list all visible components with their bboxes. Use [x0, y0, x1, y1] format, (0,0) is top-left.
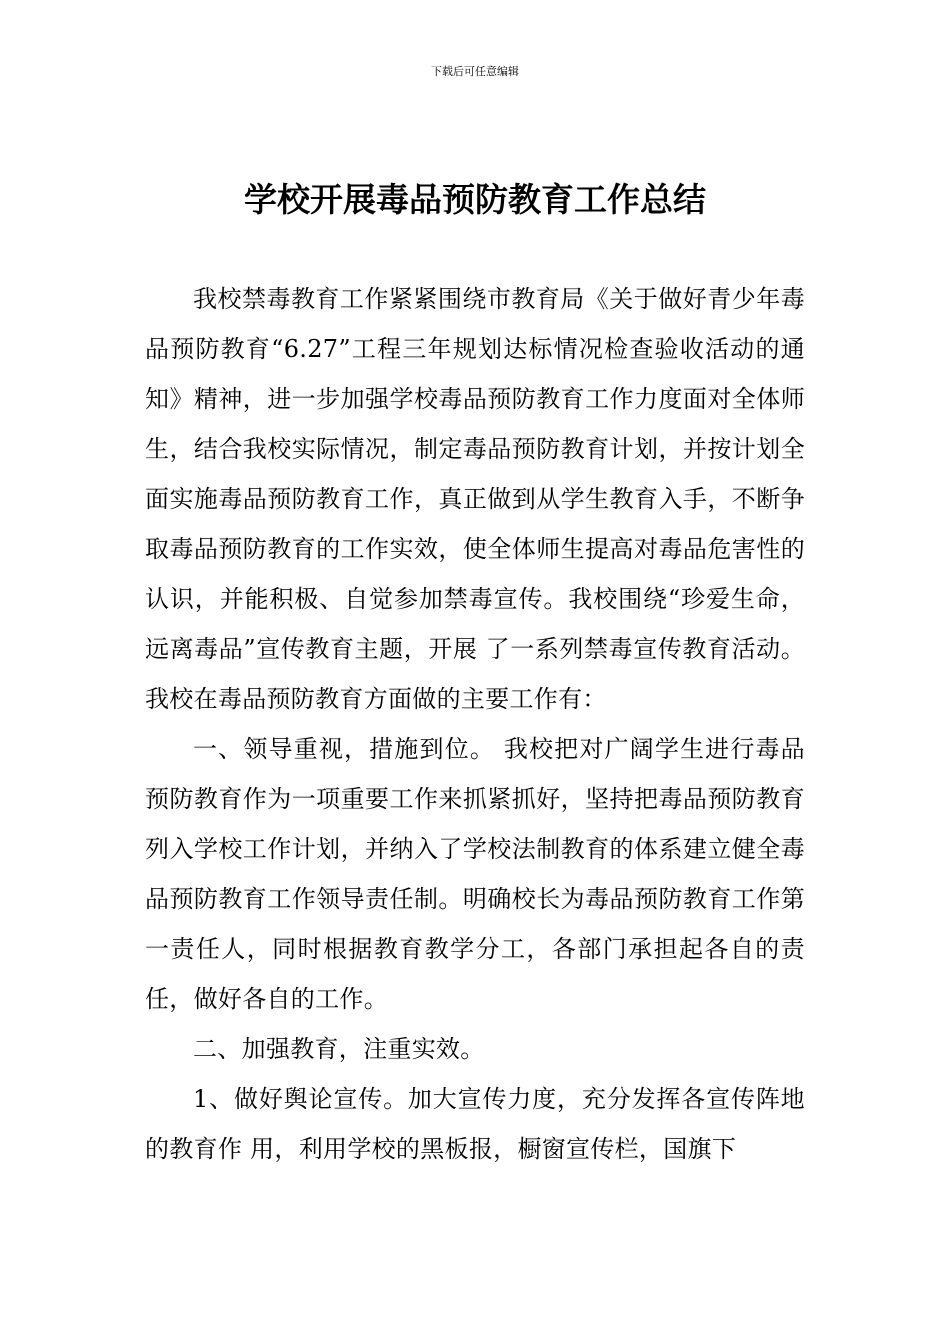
paragraph-intro: 我校禁毒教育工作紧紧围绕市教育局《关于做好青少年毒品预防教育“6.27”工程三年规划达标情况检查验收活动的通知》精神，进一步加强学校毒品预防教育工作力度面对全体师生，结合我校实际情况，制定毒品预防教育计划，并按计划全面实施毒品预防教育工作，真正做到从学生教育入手，不断争取毒品预防教育的工作实效，使全体师生提高对毒品危害性的认识，并能积极、自觉参加禁毒宣传。我校围绕“珍爱生命，远离毒品”宣传教育主题，开展 了一系列禁毒宣传教育活动。我校在毒品预防教育方面做的主要工作有： — [145, 285, 805, 713]
paragraph-item-one: 1、做好舆论宣传。加大宣传力度，充分发挥各宣传阵地的教育作 用，利用学校的黑板报，橱窗宣传栏，国旗下 — [145, 1085, 805, 1163]
document-body — [145, 274, 805, 1174]
document-title: 学校开展毒品预防教育工作总结 — [244, 180, 706, 219]
paragraph-section-two-heading: 二、加强教育，注重实效。 — [193, 1035, 485, 1063]
page-header-note: 下载后可任意编辑 — [431, 65, 519, 78]
paragraph-section-one: 一、领导重视，措施到位。 我校把对广阔学生进行毒品预防教育作为一项重要工作来抓紧抓好，坚持把毒品预防教育列入学校工作计划，并纳入了学校法制教育的体系建立健全毒品预防教育工作领导责任制。明确校长为毒品预防教育工作第一责任人，同时根据教育教学分工，各部门承担起各自的责任，做好各自的工作。 — [145, 735, 805, 1013]
